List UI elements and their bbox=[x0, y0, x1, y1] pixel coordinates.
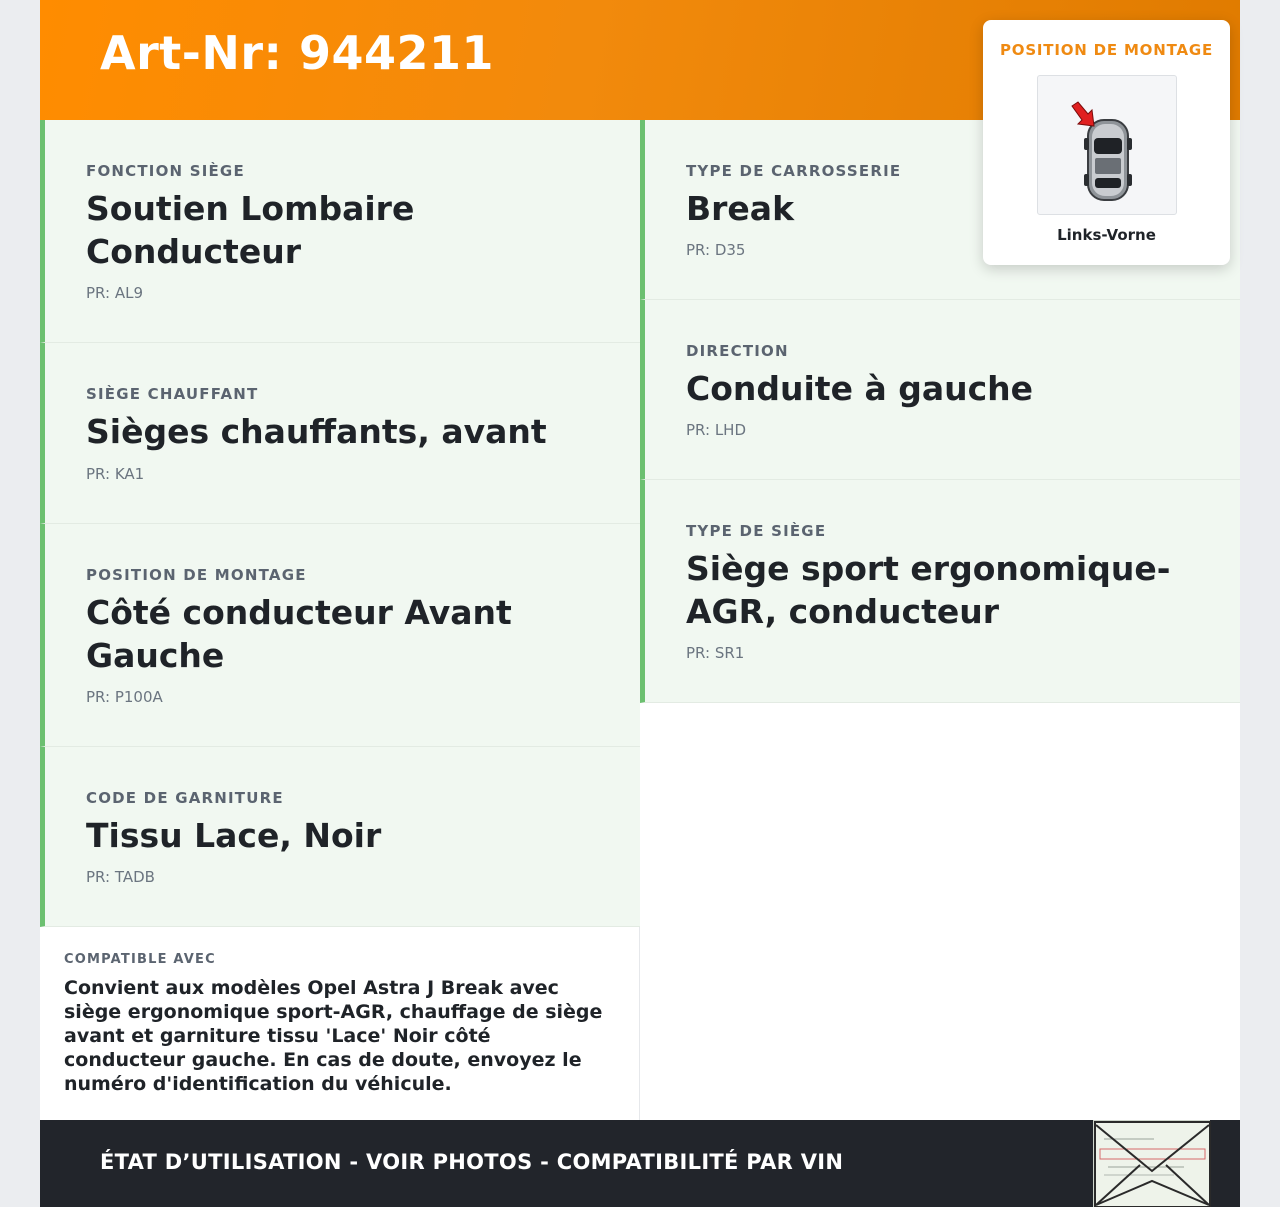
card-value: Break bbox=[686, 189, 795, 228]
card-pr-code: PR: LHD bbox=[686, 421, 747, 439]
card-pr-code: PR: AL9 bbox=[86, 284, 143, 302]
spec-card-seat-function bbox=[40, 120, 640, 343]
card-pr-code: PR: D35 bbox=[686, 241, 746, 259]
card-label: CODE DE GARNITURE bbox=[86, 789, 284, 807]
envelope-icon[interactable] bbox=[1093, 1120, 1210, 1207]
red-arrow-icon bbox=[1068, 100, 1098, 130]
card-value: Siège sport ergonomique-AGR, conducteur bbox=[686, 549, 1171, 631]
right-empty-area bbox=[640, 703, 1240, 1120]
card-value: Sièges chauffants, avant bbox=[86, 412, 547, 451]
spec-card-heated-seat bbox=[40, 343, 640, 524]
card-label: SIÈGE CHAUFFANT bbox=[86, 385, 259, 403]
card-value: Soutien Lombaire Conducteur bbox=[86, 189, 415, 271]
spec-card-steering bbox=[640, 300, 1240, 480]
mounting-position-card bbox=[983, 20, 1230, 265]
card-label: TYPE DE SIÈGE bbox=[686, 522, 827, 540]
car-top-view-icon[interactable] bbox=[1037, 75, 1177, 215]
left-column bbox=[40, 120, 640, 927]
card-value: Tissu Lace, Noir bbox=[86, 816, 382, 855]
card-pr-code: PR: KA1 bbox=[86, 465, 145, 483]
spec-card-mounting-position bbox=[40, 524, 640, 747]
spec-card-seat-type bbox=[640, 480, 1240, 703]
card-pr-code: PR: P100A bbox=[86, 688, 163, 706]
card-label: POSITION DE MONTAGE bbox=[86, 566, 307, 584]
page-title: Art-Nr: 944211 bbox=[100, 26, 495, 80]
card-label: TYPE DE CARROSSERIE bbox=[686, 162, 902, 180]
mounting-position-caption: Links-Vorne bbox=[1057, 226, 1156, 244]
card-value: Conduite à gauche bbox=[686, 369, 1034, 408]
footer-bar bbox=[40, 1120, 1240, 1207]
mounting-position-title: POSITION DE MONTAGE bbox=[999, 41, 1214, 59]
card-label: FONCTION SIÈGE bbox=[86, 162, 245, 180]
compatibility-section bbox=[40, 927, 640, 1120]
compatibility-text: Convient aux modèles Opel Astra J Break avec siège ergonomique sport-AGR, chauffage de siège avant et garniture tissu 'Lace' Noir côté conducteur gauche. En cas de doute, envoyez le numéro d'identification du véhicule. bbox=[64, 977, 603, 1095]
spec-card-trim-code bbox=[40, 747, 640, 927]
footer-text: ÉTAT D’UTILISATION - VOIR PHOTOS - COMPATIBILITÉ PAR VIN bbox=[100, 1150, 844, 1174]
compatibility-label: COMPATIBLE AVEC bbox=[64, 952, 216, 967]
card-value: Côté conducteur Avant Gauche bbox=[86, 593, 512, 675]
card-label: DIRECTION bbox=[686, 342, 789, 360]
card-pr-code: PR: SR1 bbox=[686, 644, 745, 662]
card-pr-code: PR: TADB bbox=[86, 868, 155, 886]
